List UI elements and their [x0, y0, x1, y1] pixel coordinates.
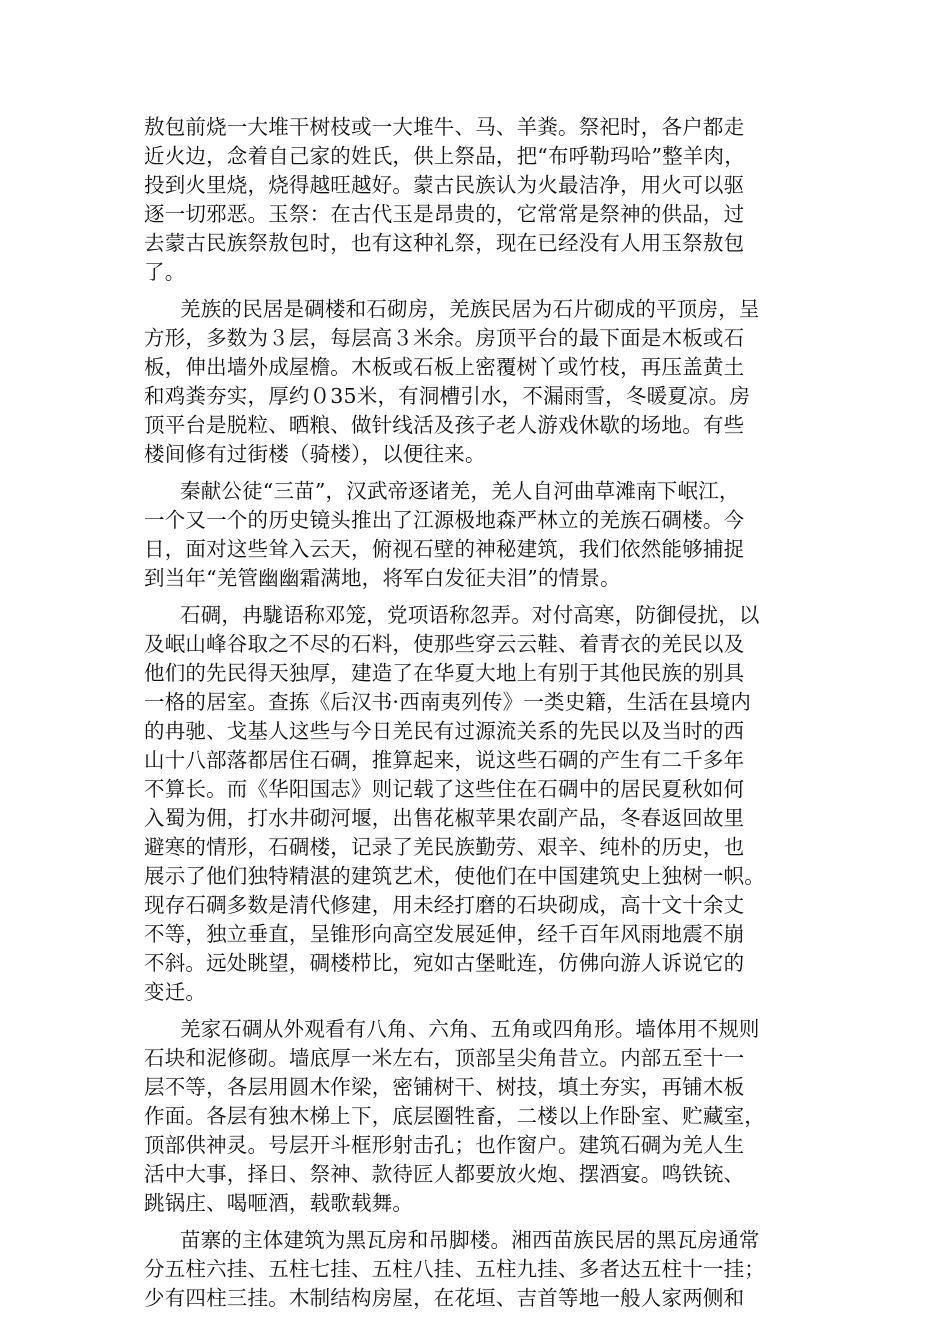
text-line: 板，伸出墙外成屋檐。木板或石板上密覆树丫或竹枝，再压盖黄土	[144, 355, 745, 379]
text-line: 一个又一个的历史镜头推出了江源极地森严林立的羌族石碉楼。今	[144, 508, 745, 532]
text-line: 展示了他们独特精湛的建筑艺术，使他们在中国建筑史上独树一帜。	[144, 864, 765, 888]
text-line: 的冉驰、戈基人这些与今日羌民有过源流关系的先民以及当时的西	[144, 719, 745, 743]
text-line: 跳锅庄、喝咂酒，载歌载舞。	[144, 1191, 414, 1215]
text-line: 顶部供神灵。号层开斗框形射击孔；也作窗户。建筑石碉为羌人生	[144, 1133, 745, 1157]
text-line: 分五柱六挂、五柱七挂、五柱八挂、五柱九挂、多者达五柱十一挂；	[144, 1257, 765, 1281]
text-line: 逐一切邪恶。玉祭：在古代玉是昂贵的，它常常是祭神的供品，过	[144, 202, 745, 226]
text-line: 及岷山峰谷取之不尽的石料，使那些穿云云鞋、着青衣的羌民以及	[144, 632, 745, 656]
text-line: 现存石碉多数是清代修建，用未经打磨的石块砌成，高十文十余丈	[144, 893, 745, 917]
text-line: 作面。各层有独木梯上下，底层圈牲畜，二楼以上作卧室、贮藏室，	[144, 1104, 765, 1128]
text-line: 石块和泥修砌。墙底厚一米左右，顶部呈尖角昔立。内部五至十一	[144, 1046, 745, 1070]
paragraph-first-line: 羌族的民居是碉楼和石砌房，羌族民居为石片砌成的平顶房，呈	[180, 297, 760, 321]
text-line: 变迁。	[144, 980, 207, 1004]
text-line: 顶平台是脱粒、晒粮、做针线活及孩子老人游戏休歇的场地。有些	[144, 413, 745, 437]
text-line: 层不等，各层用圆木作梁，密铺树干、树技，填土夯实，再铺木板	[144, 1075, 745, 1099]
text-line: 方形，多数为３层，每层高３米余。房顶平台的最下面是木板或石	[144, 326, 745, 350]
text-line: 投到火里烧，烧得越旺越好。蒙古民族认为火最洁净，用火可以驱	[144, 173, 745, 197]
text-line: 活中大事，择日、祭神、款待匠人都要放火炮、摆酒宴。鸣铁铳、	[144, 1162, 745, 1186]
paragraph-first-line: 苗寨的主体建筑为黑瓦房和吊脚楼。湘西苗族民居的黑瓦房通常	[180, 1228, 760, 1252]
text-line: 了。	[144, 260, 186, 284]
paragraph-first-line: 秦献公徒“三苗”，汉武帝逐诸羌，羌人自河曲草滩南下岷江，	[180, 479, 740, 503]
text-line: 不算长。而《华阳国志》则记载了这些住在石碉中的居民夏秋如何	[144, 777, 745, 801]
paragraph-first-line: 石碉，冉駹语称邓笼，党项语称忽弄。对付高寒，防御侵扰，以	[180, 603, 760, 627]
paragraph-first-line: 羌家石碉从外观看有八角、六角、五角或四角形。墙体用不规则	[180, 1017, 760, 1041]
text-line: 避寒的情形，石碉楼，记录了羌民族勤劳、艰辛、纯朴的历史，也	[144, 835, 745, 859]
text-line: 到当年“羌管幽幽霜满地，将军白发征夫泪”的情景。	[144, 566, 621, 590]
text-line: 他们的先民得天独厚，建造了在华夏大地上有别于其他民族的别具	[144, 661, 745, 685]
text-line: 入蜀为佣，打水井砌河堰，出售花椒苹果农副产品，冬春返回故里	[144, 806, 745, 830]
text-line: 山十八部落都居住石碉，推算起来，说这些石碉的产生有二千多年	[144, 748, 745, 772]
text-line: 不斜。远处眺望，碉楼栉比，宛如古堡毗连，仿佛向游人诉说它的	[144, 951, 745, 975]
text-line: 不等，独立垂直，呈锥形向高空发展延伸，经千百年风雨地震不崩	[144, 922, 745, 946]
text-line: 少有四柱三挂。木制结构房屋，在花垣、吉首等地一般人家两侧和	[144, 1286, 745, 1310]
text-line: 去蒙古民族祭敖包时，也有这种礼祭，现在已经没有人用玉祭敖包	[144, 231, 745, 255]
text-line: 敖包前烧一大堆干树枝或一大堆牛、马、羊粪。祭祀时，各户都走	[144, 115, 745, 139]
text-line: 楼间修有过街楼（骑楼），以便往来。	[144, 442, 486, 466]
text-line: 一格的居室。查拣《后汉书·西南夷列传》一类史籍，生活在县境内	[144, 690, 752, 714]
text-line: 日，面对这些耸入云天，俯视石壁的神秘建筑，我们依然能够捕捉	[144, 537, 745, 561]
text-line: 和鸡粪夯实，厚约０35米，有洞槽引水，不漏雨雪，冬暖夏凉。房	[144, 384, 751, 408]
text-line: 近火边，念着自己家的姓氏，供上祭品，把“布呼勒玛哈”整羊肉，	[144, 144, 745, 168]
